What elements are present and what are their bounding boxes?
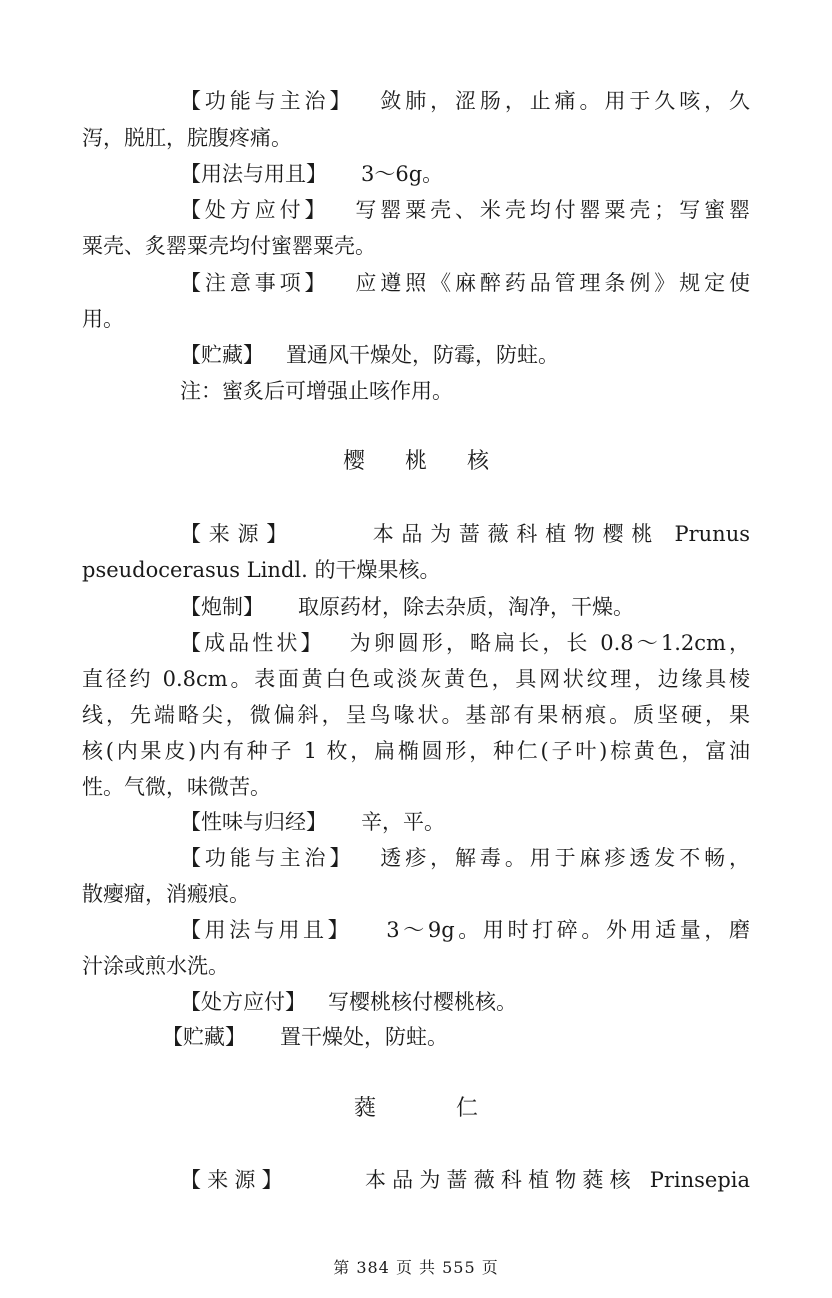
function-text: 透疹，解毒。用于麻疹透发不畅，	[376, 846, 750, 870]
function-line-2b: 散瘿瘤，消瘢痕。	[82, 882, 250, 906]
traits-line-3: 线，先端略尖，微偏斜，呈鸟喙状。基部有果柄痕。质坚硬，果	[82, 703, 750, 727]
traits-line-5: 性。气微，味微苦。	[82, 775, 271, 799]
section-title-rui	[0, 1090, 832, 1128]
usage-label: 【用法与用且】	[180, 162, 327, 186]
rx-label: 【处方应付】	[180, 198, 330, 222]
usage-text: 3～9g。用时打碎。外用适量，磨	[386, 918, 750, 942]
traits-line-2: 直径约 0.8cm。表面黄白色或淡灰黄色，具网状纹理，边缘具棱	[82, 667, 750, 691]
function-line-2: 泻，脱肛，脘腹疼痛。	[82, 126, 292, 150]
source-label: 【来源】	[180, 1168, 289, 1192]
function-line-1	[180, 82, 750, 120]
source-text: 本品为蔷薇科植物蕤核 Prinsepia	[358, 1168, 750, 1192]
rx-label: 【处方应付】	[180, 990, 306, 1014]
function-line-1b	[180, 839, 750, 877]
rx-line-2: 粟壳、炙罂粟壳均付蜜罂粟壳。	[82, 234, 376, 258]
storage-line	[180, 336, 750, 374]
usage-line-1b	[180, 911, 750, 949]
storage-text: 置干燥处，防蛀。	[280, 1025, 448, 1049]
process-text: 取原药材，除去杂质，淘净，干燥。	[298, 595, 634, 619]
rx-text: 写罂粟壳、米壳均付罂粟壳；写蜜罂	[351, 198, 750, 222]
storage-label: 【贮藏】	[162, 1025, 246, 1049]
traits-line-4: 核(内果皮)内有种子 1 枚，扁椭圆形，种仁(子叶)棕黄色，富油	[82, 739, 750, 763]
usage-label: 【用法与用且】	[180, 918, 353, 942]
usage-text: 3～6g。	[361, 162, 444, 186]
usage-line-2b: 汁涂或煎水洗。	[82, 954, 229, 978]
traits-text: 为卵圆形，略扁长，长 0.8～1.2cm，	[346, 631, 750, 655]
process-line	[180, 588, 750, 626]
rx-line-b	[180, 983, 750, 1021]
source-text: 本品为蔷薇科植物樱桃 Prunus	[364, 522, 750, 546]
rx-text: 写樱桃核付樱桃核。	[328, 990, 517, 1014]
taste-line	[180, 803, 750, 841]
caution-label: 【注意事项】	[180, 271, 330, 295]
section-title-cherry	[0, 443, 832, 481]
note-line: 注：蜜炙后可增强止咳作用。	[180, 379, 453, 403]
page-number: 第 384 页 共 555 页	[333, 1258, 499, 1277]
caution-line-2: 用。	[82, 307, 124, 331]
traits-line-1	[180, 624, 750, 662]
usage-line	[180, 155, 750, 193]
source-line-1	[180, 515, 750, 553]
storage-text: 置通风干燥处，防霉，防蛀。	[286, 343, 559, 367]
source-line-2: pseudocerasus Lindl. 的干燥果核。	[82, 558, 441, 582]
function-label: 【功能与主治】	[180, 846, 355, 870]
rx-line-1	[180, 191, 750, 229]
title-char: 核	[467, 449, 490, 474]
caution-line-1	[180, 264, 750, 302]
storage-label: 【贮藏】	[180, 343, 264, 367]
taste-label: 【性味与归经】	[180, 810, 327, 834]
function-label: 【功能与主治】	[180, 89, 355, 113]
source-label: 【来源】	[180, 522, 295, 546]
title-char: 蕤	[353, 1096, 376, 1121]
function-text: 敛肺，涩肠，止痛。用于久咳，久	[376, 89, 750, 113]
process-label: 【炮制】	[180, 595, 264, 619]
traits-label: 【成品性状】	[180, 631, 325, 655]
source-line-next	[180, 1161, 750, 1199]
caution-text: 应遵照《麻醉药品管理条例》规定使	[351, 271, 750, 295]
title-char: 桃	[404, 449, 427, 474]
title-char: 樱	[342, 449, 365, 474]
title-char: 仁	[456, 1096, 479, 1121]
storage-line-b	[162, 1018, 750, 1056]
taste-text: 辛，平。	[361, 810, 445, 834]
